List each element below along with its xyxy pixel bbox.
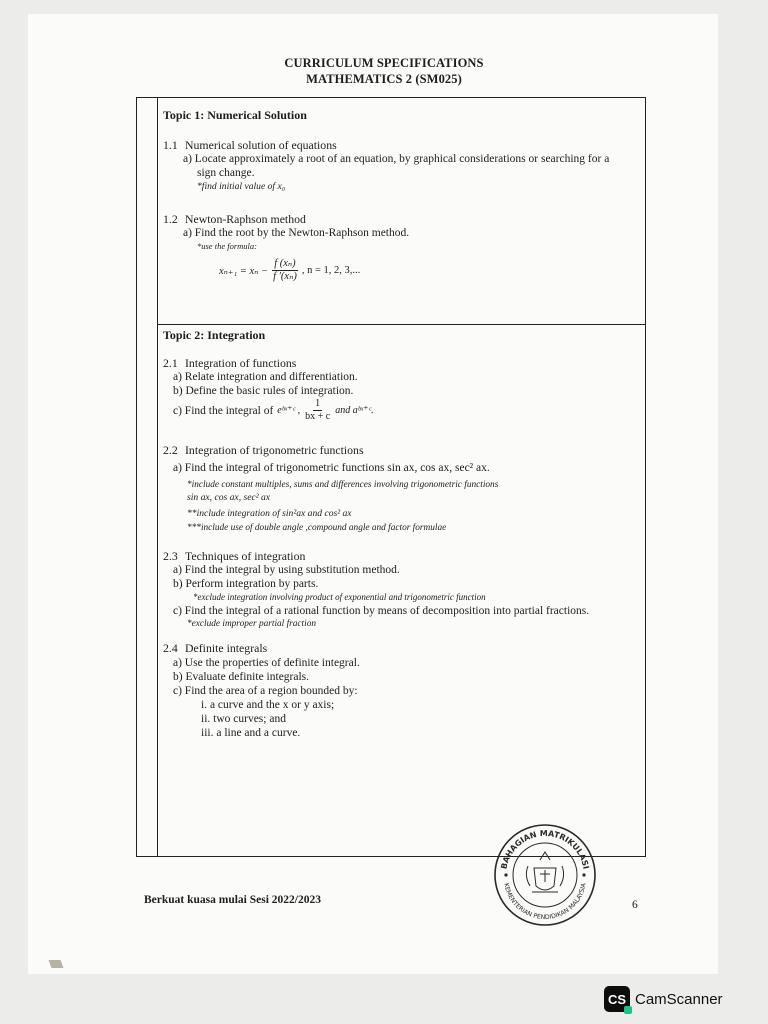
item-2-3-c: c) Find the integral of a rational function by means of decomposition into partial fractions.	[173, 605, 590, 617]
item-2-1-a: a) Relate integration and differentiation.	[173, 371, 358, 383]
subtopic-number: 2.3	[163, 549, 178, 563]
subtopic-2-1	[163, 356, 296, 370]
subtopic-number: 2.1	[163, 356, 178, 370]
seal-top-text: BAHAGIAN MATRIKULASI	[499, 828, 591, 870]
item-2-3-b: b) Perform integration by parts.	[173, 578, 319, 590]
formula-numerator: f (xₙ)	[274, 258, 296, 269]
note-2-2-1b: sin ax, cos ax, sec² ax	[187, 492, 271, 503]
formula-lhs: xₙ₊₁ = xₙ −	[219, 265, 269, 277]
item-2-4-a: a) Use the properties of definite integral.	[173, 657, 360, 669]
svg-text:BAHAGIAN MATRIKULASI	[499, 829, 590, 870]
topic-2-title: Topic 2: Integration	[163, 328, 266, 342]
table-row-divider	[157, 324, 645, 325]
camscanner-watermark	[604, 986, 723, 1012]
topic-1-title: Topic 1: Numerical Solution	[163, 108, 307, 122]
table-left-divider	[157, 98, 158, 856]
camscanner-label: CamScanner	[635, 990, 723, 1008]
subtopic-number: 2.4	[163, 641, 178, 655]
item-1-1-a-cont: sign change.	[197, 167, 255, 179]
subtopic-2-3	[163, 549, 305, 563]
item-1-1-a: a) Locate approximately a root of an equation, by graphical considerations or searching for a	[183, 153, 610, 165]
subtopic-title: Integration of functions	[185, 356, 297, 370]
subtopic-title: Definite integrals	[185, 641, 268, 655]
item-2-4-b: b) Evaluate definite integrals.	[173, 671, 310, 683]
item-2-1-c	[173, 398, 374, 423]
subtopic-1-1	[163, 138, 337, 152]
subtopic-2-2	[163, 443, 364, 457]
subtopic-2-4	[163, 641, 267, 655]
note-2-3-b: *exclude integration involving product of exponential and trigonometric function	[193, 592, 486, 602]
formula-fraction	[271, 258, 299, 283]
page-header	[0, 55, 768, 87]
note-1-2: *use the formula:	[197, 241, 257, 251]
subtopic-number: 2.2	[163, 443, 178, 457]
content-table	[136, 97, 646, 857]
header-line-2: MATHEMATICS 2 (SM025)	[306, 72, 462, 86]
subtopic-title: Numerical solution of equations	[185, 138, 337, 152]
seal-bottom-text: KEMENTERIAN PENDIDIKAN MALAYSIA	[502, 882, 588, 922]
item-2-3-a: a) Find the integral by using substitution method.	[173, 564, 400, 576]
item-2-4-c-ii: ii. two curves; and	[201, 713, 286, 725]
note-2-2-3: ***include use of double angle ,compound angle and factor formulae	[187, 523, 447, 533]
subtopic-title: Newton-Raphson method	[185, 212, 306, 226]
subtopic-number: 1.1	[163, 138, 178, 152]
note-2-3-c: *exclude improper partial fraction	[187, 619, 317, 629]
exp-term: eᵇˣ⁺ᶜ ,	[277, 404, 301, 416]
subtopic-title: Techniques of integration	[185, 549, 306, 563]
scan-artifact	[49, 960, 64, 968]
note-1-1: *find initial value of x₀	[197, 181, 286, 192]
effective-session: Berkuat kuasa mulai Sesi 2022/2023	[144, 894, 321, 906]
fraction-denominator: bx + c	[305, 411, 331, 422]
subtopic-number: 1.2	[163, 212, 178, 226]
fraction-numerator: 1	[315, 398, 321, 409]
subtopic-1-2	[163, 212, 306, 226]
reciprocal-fraction	[303, 398, 332, 423]
item-2-4-c-i: i. a curve and the x or y axis;	[201, 699, 335, 711]
item-2-4-c-iii: iii. a line and a curve.	[201, 727, 301, 739]
page-number: 6	[632, 899, 638, 911]
item-text: c) Find the integral of	[173, 404, 274, 417]
power-term: and aᵇˣ⁺ᶜ.	[335, 404, 374, 416]
item-1-2-a: a) Find the root by the Newton-Raphson method.	[183, 227, 410, 239]
camscanner-logo-icon: CS	[604, 986, 630, 1012]
header-line-1: CURRICULUM SPECIFICATIONS	[284, 56, 484, 70]
subtopic-title: Integration of trigonometric functions	[185, 443, 364, 457]
formula-denominator: f ′(xₙ)	[273, 271, 297, 282]
note-2-2-1: *include constant multiples, sums and differences involving trigonometric functions	[187, 480, 499, 490]
item-2-4-c: c) Find the area of a region bounded by:	[173, 685, 358, 697]
official-seal	[490, 820, 600, 930]
formula-rhs: , n = 1, 2, 3,...	[301, 265, 361, 276]
item-2-1-b: b) Define the basic rules of integration.	[173, 385, 354, 397]
note-2-2-2: **include integration of sin²ax and cos² ax	[187, 508, 352, 519]
newton-raphson-formula	[219, 258, 360, 283]
coat-of-arms-icon	[526, 852, 563, 892]
item-2-2-a: a) Find the integral of trigonometric functions sin ax, cos ax, sec² ax.	[173, 462, 490, 474]
